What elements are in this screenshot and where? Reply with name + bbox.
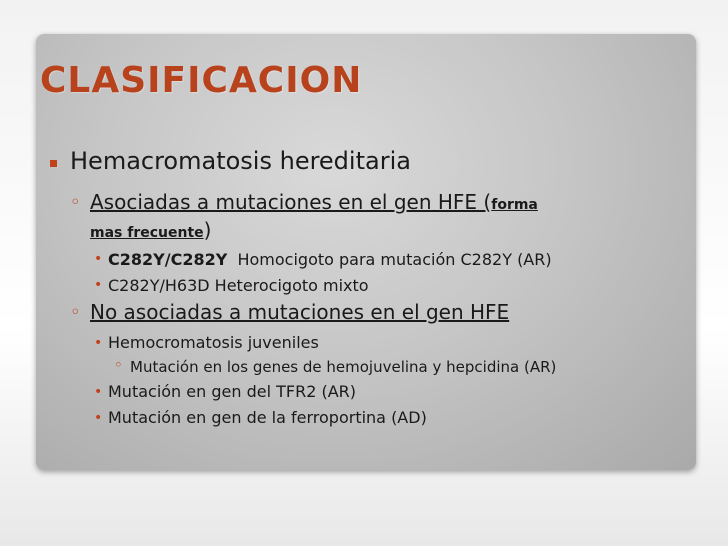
bullet-hemojuvelina-hepcidina: Mutación en los genes de hemojuvelina y hepcidina (AR) xyxy=(130,358,557,376)
bullet-hemacromatosis-hereditaria: Hemacromatosis hereditaria xyxy=(70,147,411,175)
dot-bullet-icon: • xyxy=(94,410,103,426)
bullet-c282y-h63d: C282Y/H63D Heterocigoto mixto xyxy=(108,276,369,295)
ring-bullet-icon: ◦ xyxy=(70,302,81,323)
c282y-bold-text: C282Y/C282Y xyxy=(108,250,228,269)
square-bullet-icon xyxy=(50,160,57,167)
close-paren: ) xyxy=(203,218,212,242)
bullet-asociadas-hfe-cont xyxy=(90,218,211,242)
dot-bullet-icon: • xyxy=(94,277,103,293)
bullet-tfr2: Mutación en gen del TFR2 (AR) xyxy=(108,382,357,401)
bullet-c282y-homocigoto xyxy=(108,250,552,269)
ring-bullet-icon: ◦ xyxy=(70,192,81,213)
bullet-hemocromatosis-juveniles: Hemocromatosis juveniles xyxy=(108,333,319,352)
dot-bullet-icon: • xyxy=(94,335,103,351)
bullet-asociadas-hfe xyxy=(90,190,538,214)
asociadas-text: Asociadas a mutaciones en el gen HFE ( xyxy=(90,190,492,214)
bullet-no-asociadas-hfe: No asociadas a mutaciones en el gen HFE xyxy=(90,300,510,324)
dot-bullet-icon: • xyxy=(94,384,103,400)
mas-frecuente-text: mas frecuente xyxy=(90,225,204,241)
bullet-ferroportina: Mutación en gen de la ferroportina (AD) xyxy=(108,408,427,427)
forma-text: forma xyxy=(491,197,538,213)
ring-bullet-icon: ◦ xyxy=(114,356,123,374)
homocigoto-text: Homocigoto para mutación C282Y (AR) xyxy=(237,250,552,269)
slide-title: CLASIFICACION xyxy=(40,60,363,101)
dot-bullet-icon: • xyxy=(94,251,103,267)
